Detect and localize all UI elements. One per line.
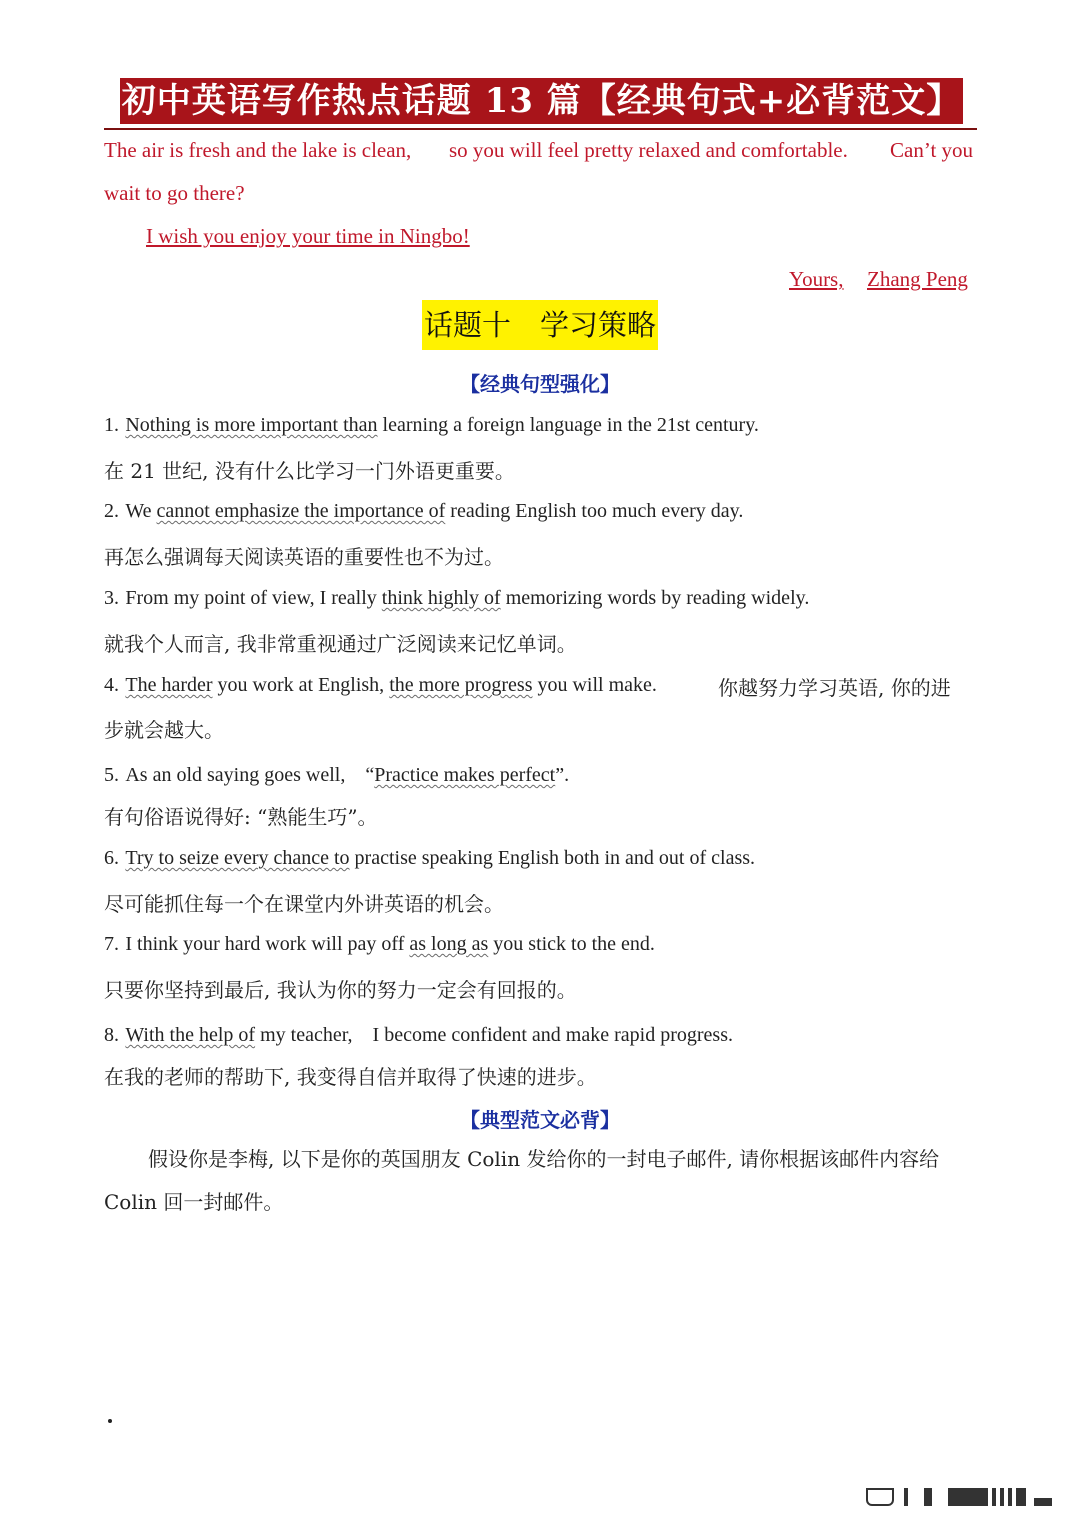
watermark-logo xyxy=(866,1488,1056,1508)
key-phrase: cannot emphasize the importance of xyxy=(156,500,446,522)
section-heading-sentences: 【经典句型强化】 xyxy=(460,372,620,396)
letter-line-2: wait to go there? xyxy=(104,181,245,205)
sentence-text: you will make. xyxy=(532,674,657,696)
page-header xyxy=(104,78,977,130)
sentence-number: 1. xyxy=(104,414,119,436)
sentence-number: 3. xyxy=(104,587,119,609)
sentence-number: 7. xyxy=(104,933,119,955)
sentence-number: 4. xyxy=(104,674,119,696)
key-phrase: With the help of xyxy=(125,1024,256,1046)
sentence-text: you work at English, xyxy=(212,674,390,696)
task-prompt: 假设你是李梅, 以下是你的英国朋友 Colin 发给你的一封电子邮件, 请你根据该邮件内容给 Colin 回一封邮件。 xyxy=(104,1147,940,1214)
key-phrase: Nothing is more important than xyxy=(125,414,378,436)
sentence-text: you stick to the end. xyxy=(488,933,655,955)
sentence-text: reading English too much every day. xyxy=(445,500,744,522)
letter-line-1a: The air is fresh and the lake is clean, xyxy=(104,138,412,162)
sentence-cn-8: 在我的老师的帮助下, 我变得自信并取得了快速的进步。 xyxy=(104,1065,597,1089)
sentence-en-6 xyxy=(104,845,755,870)
document-title: 初中英语写作热点话题 13 篇【经典句式+必背范文】 xyxy=(120,78,963,124)
sentence-text: From my point of view, I really xyxy=(125,587,382,609)
sentence-cn-7: 只要你坚持到最后, 我认为你的努力一定会有回报的。 xyxy=(104,978,577,1002)
key-phrase: Practice makes perfect xyxy=(374,764,556,786)
sentence-cn-5: 有句俗语说得好: “熟能生巧”。 xyxy=(104,805,378,829)
letter-wish: I wish you enjoy your time in Ningbo! xyxy=(146,224,470,248)
sentence-en-5 xyxy=(104,758,569,787)
letter-signature: Zhang Peng xyxy=(867,267,968,291)
sentence-text: I think your hard work will pay off xyxy=(125,933,410,955)
sentence-number: 6. xyxy=(104,847,119,869)
sentence-cn-4b: 步就会越大。 xyxy=(104,718,224,742)
sentence-number: 2. xyxy=(104,500,119,522)
letter-closing: Yours, xyxy=(789,267,844,291)
page-dot xyxy=(108,1419,112,1423)
sentence-en-8 xyxy=(104,1018,733,1047)
sentence-number: 8. xyxy=(104,1024,119,1046)
sentence-en-1 xyxy=(104,412,759,437)
sentence-cn-4a: 你越努力学习英语, 你的进 xyxy=(718,676,951,700)
key-phrase: as long as xyxy=(409,933,489,955)
sentence-cn-3: 就我个人而言, 我非常重视通过广泛阅读来记忆单词。 xyxy=(104,632,577,656)
sentence-en-2 xyxy=(104,498,743,523)
topic-title: 话题十 学习策略 xyxy=(422,300,658,350)
sentence-en-4 xyxy=(104,672,657,697)
sentence-cn-6: 尽可能抓住每一个在课堂内外讲英语的机会。 xyxy=(104,892,504,916)
letter-line-1b: so you will feel pretty relaxed and comfortable. xyxy=(449,138,848,162)
sentence-text: ”. xyxy=(555,764,570,786)
letter-line-1c: Can’t you xyxy=(890,138,974,162)
sentence-en-7 xyxy=(104,931,655,956)
sentence-text: memorizing words by reading widely. xyxy=(500,587,810,609)
sentence-text: We xyxy=(125,500,157,522)
key-phrase: The harder xyxy=(125,674,213,696)
key-phrase: the more progress xyxy=(389,674,533,696)
key-phrase: think highly of xyxy=(381,587,501,609)
sentence-number: 5. xyxy=(104,764,119,786)
key-phrase: Try to seize every chance to xyxy=(125,847,350,869)
sentence-text: learning a foreign language in the 21st century. xyxy=(377,414,759,436)
sentence-cn-2: 再怎么强调每天阅读英语的重要性也不为过。 xyxy=(104,545,504,569)
sentence-en-3 xyxy=(104,585,809,610)
sentence-text: my teacher, I become confident and make rapid progress. xyxy=(255,1024,733,1046)
sentence-cn-1: 在 21 世纪, 没有什么比学习一门外语更重要。 xyxy=(104,459,515,483)
section-heading-essay: 【典型范文必背】 xyxy=(460,1108,620,1132)
sentence-text: As an old saying goes well, “ xyxy=(125,764,375,786)
sentence-text: practise speaking English both in and out of class. xyxy=(349,847,756,869)
